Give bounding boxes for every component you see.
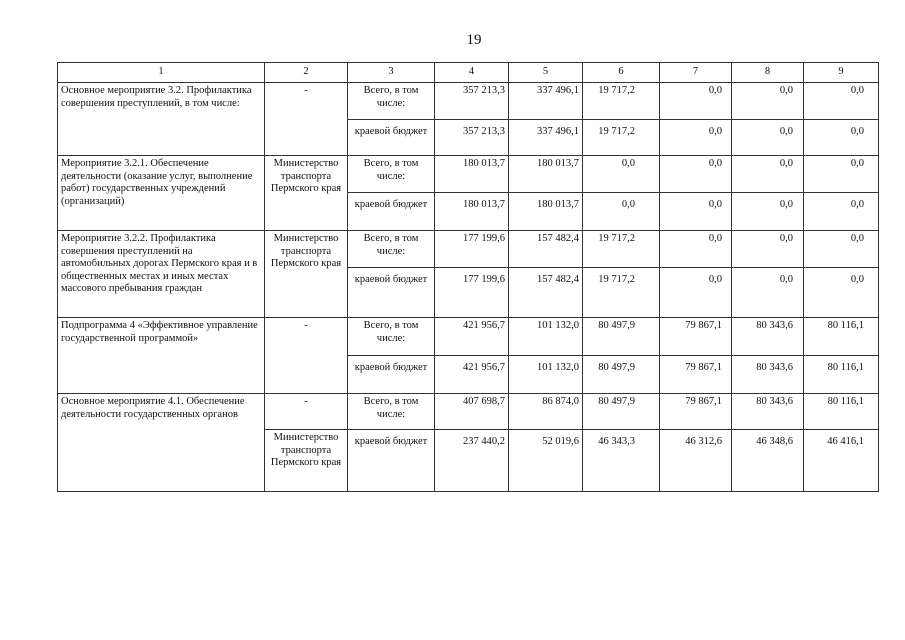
value-cell: 80 343,6: [732, 356, 804, 394]
source-cell: Всего, в том числе:: [348, 231, 435, 268]
source-cell: Всего, в том числе:: [348, 394, 435, 430]
header-cell: 3: [348, 63, 435, 83]
header-row: [58, 63, 879, 83]
value-cell: 79 867,1: [660, 318, 732, 356]
executor-cell: Министерство транспорта Пермского края: [265, 156, 348, 231]
value-cell: 421 956,7: [435, 318, 509, 356]
value-cell: 0,0: [804, 156, 879, 193]
value-cell: 177 199,6: [435, 231, 509, 268]
table-row: [58, 156, 879, 193]
value-cell: 0,0: [660, 83, 732, 120]
value-cell: 79 867,1: [660, 394, 732, 430]
value-cell: 0,0: [583, 193, 660, 231]
value-cell: 0,0: [804, 120, 879, 156]
value-cell: 101 132,0: [509, 356, 583, 394]
executor-cell: -: [265, 83, 348, 156]
value-cell: 0,0: [660, 156, 732, 193]
table-row: [58, 318, 879, 356]
value-cell: 0,0: [732, 120, 804, 156]
value-cell: 157 482,4: [509, 268, 583, 318]
table-row: [58, 231, 879, 268]
header-cell: 6: [583, 63, 660, 83]
value-cell: 80 116,1: [804, 394, 879, 430]
source-cell: краевой бюджет: [348, 120, 435, 156]
row-name-cell: Основное мероприятие 3.2. Профилактика совершения преступлений, в том числе:: [58, 83, 265, 156]
value-cell: 80 497,9: [583, 394, 660, 430]
value-cell: 357 213,3: [435, 83, 509, 120]
value-cell: 0,0: [732, 156, 804, 193]
executor-cell: -: [265, 394, 348, 430]
value-cell: 19 717,2: [583, 231, 660, 268]
value-cell: 80 343,6: [732, 318, 804, 356]
value-cell: 46 312,6: [660, 430, 732, 492]
source-cell: краевой бюджет: [348, 430, 435, 492]
page-number: 19: [466, 32, 482, 48]
value-cell: 80 116,1: [804, 356, 879, 394]
header-cell: 9: [804, 63, 879, 83]
header-cell: 8: [732, 63, 804, 83]
value-cell: 86 874,0: [509, 394, 583, 430]
value-cell: 80 116,1: [804, 318, 879, 356]
source-cell: краевой бюджет: [348, 356, 435, 394]
value-cell: 0,0: [804, 83, 879, 120]
value-cell: 0,0: [732, 83, 804, 120]
row-name-cell: Основное мероприятие 4.1. Обеспечение деятельности государственных органов: [58, 394, 265, 492]
value-cell: 157 482,4: [509, 231, 583, 268]
value-cell: 0,0: [732, 231, 804, 268]
value-cell: 0,0: [804, 193, 879, 231]
value-cell: 101 132,0: [509, 318, 583, 356]
value-cell: 79 867,1: [660, 356, 732, 394]
value-cell: 0,0: [732, 193, 804, 231]
value-cell: 180 013,7: [435, 193, 509, 231]
value-cell: 80 343,6: [732, 394, 804, 430]
executor-cell: Министерство транспорта Пермского края: [265, 231, 348, 318]
header-cell: 1: [58, 63, 265, 83]
header-cell: 5: [509, 63, 583, 83]
table-row: [58, 394, 879, 430]
header-cell: 2: [265, 63, 348, 83]
value-cell: 0,0: [804, 268, 879, 318]
source-cell: Всего, в том числе:: [348, 156, 435, 193]
value-cell: 46 416,1: [804, 430, 879, 492]
value-cell: 19 717,2: [583, 83, 660, 120]
value-cell: 180 013,7: [509, 193, 583, 231]
value-cell: 337 496,1: [509, 83, 583, 120]
header-cell: 7: [660, 63, 732, 83]
value-cell: 237 440,2: [435, 430, 509, 492]
value-cell: 52 019,6: [509, 430, 583, 492]
value-cell: 46 348,6: [732, 430, 804, 492]
value-cell: 46 343,3: [583, 430, 660, 492]
value-cell: 19 717,2: [583, 268, 660, 318]
value-cell: 80 497,9: [583, 318, 660, 356]
value-cell: 0,0: [732, 268, 804, 318]
value-cell: 421 956,7: [435, 356, 509, 394]
source-cell: Всего, в том числе:: [348, 318, 435, 356]
header-cell: 4: [435, 63, 509, 83]
value-cell: 0,0: [660, 268, 732, 318]
value-cell: 80 497,9: [583, 356, 660, 394]
executor-cell: Министерство транспорта Пермского края: [265, 430, 348, 492]
table-row: [58, 83, 879, 120]
source-cell: краевой бюджет: [348, 268, 435, 318]
value-cell: 407 698,7: [435, 394, 509, 430]
row-name-cell: Подпрограмма 4 «Эффективное управление государственной программой»: [58, 318, 265, 394]
source-cell: краевой бюджет: [348, 193, 435, 231]
value-cell: 0,0: [660, 120, 732, 156]
value-cell: 180 013,7: [435, 156, 509, 193]
value-cell: 0,0: [660, 193, 732, 231]
budget-table: [57, 62, 879, 492]
row-name-cell: Мероприятие 3.2.2. Профилактика совершения преступлений на автомобильных дорогах Пермского края и в общественных местах и иных местах массового пребывания граждан: [58, 231, 265, 318]
value-cell: 19 717,2: [583, 120, 660, 156]
value-cell: 177 199,6: [435, 268, 509, 318]
value-cell: 357 213,3: [435, 120, 509, 156]
value-cell: 0,0: [583, 156, 660, 193]
row-name-cell: Мероприятие 3.2.1. Обеспечение деятельности (оказание услуг, выполнение работ) государственных учреждений (организаций): [58, 156, 265, 231]
value-cell: 180 013,7: [509, 156, 583, 193]
source-cell: Всего, в том числе:: [348, 83, 435, 120]
value-cell: 0,0: [660, 231, 732, 268]
executor-cell: -: [265, 318, 348, 394]
value-cell: 337 496,1: [509, 120, 583, 156]
value-cell: 0,0: [804, 231, 879, 268]
